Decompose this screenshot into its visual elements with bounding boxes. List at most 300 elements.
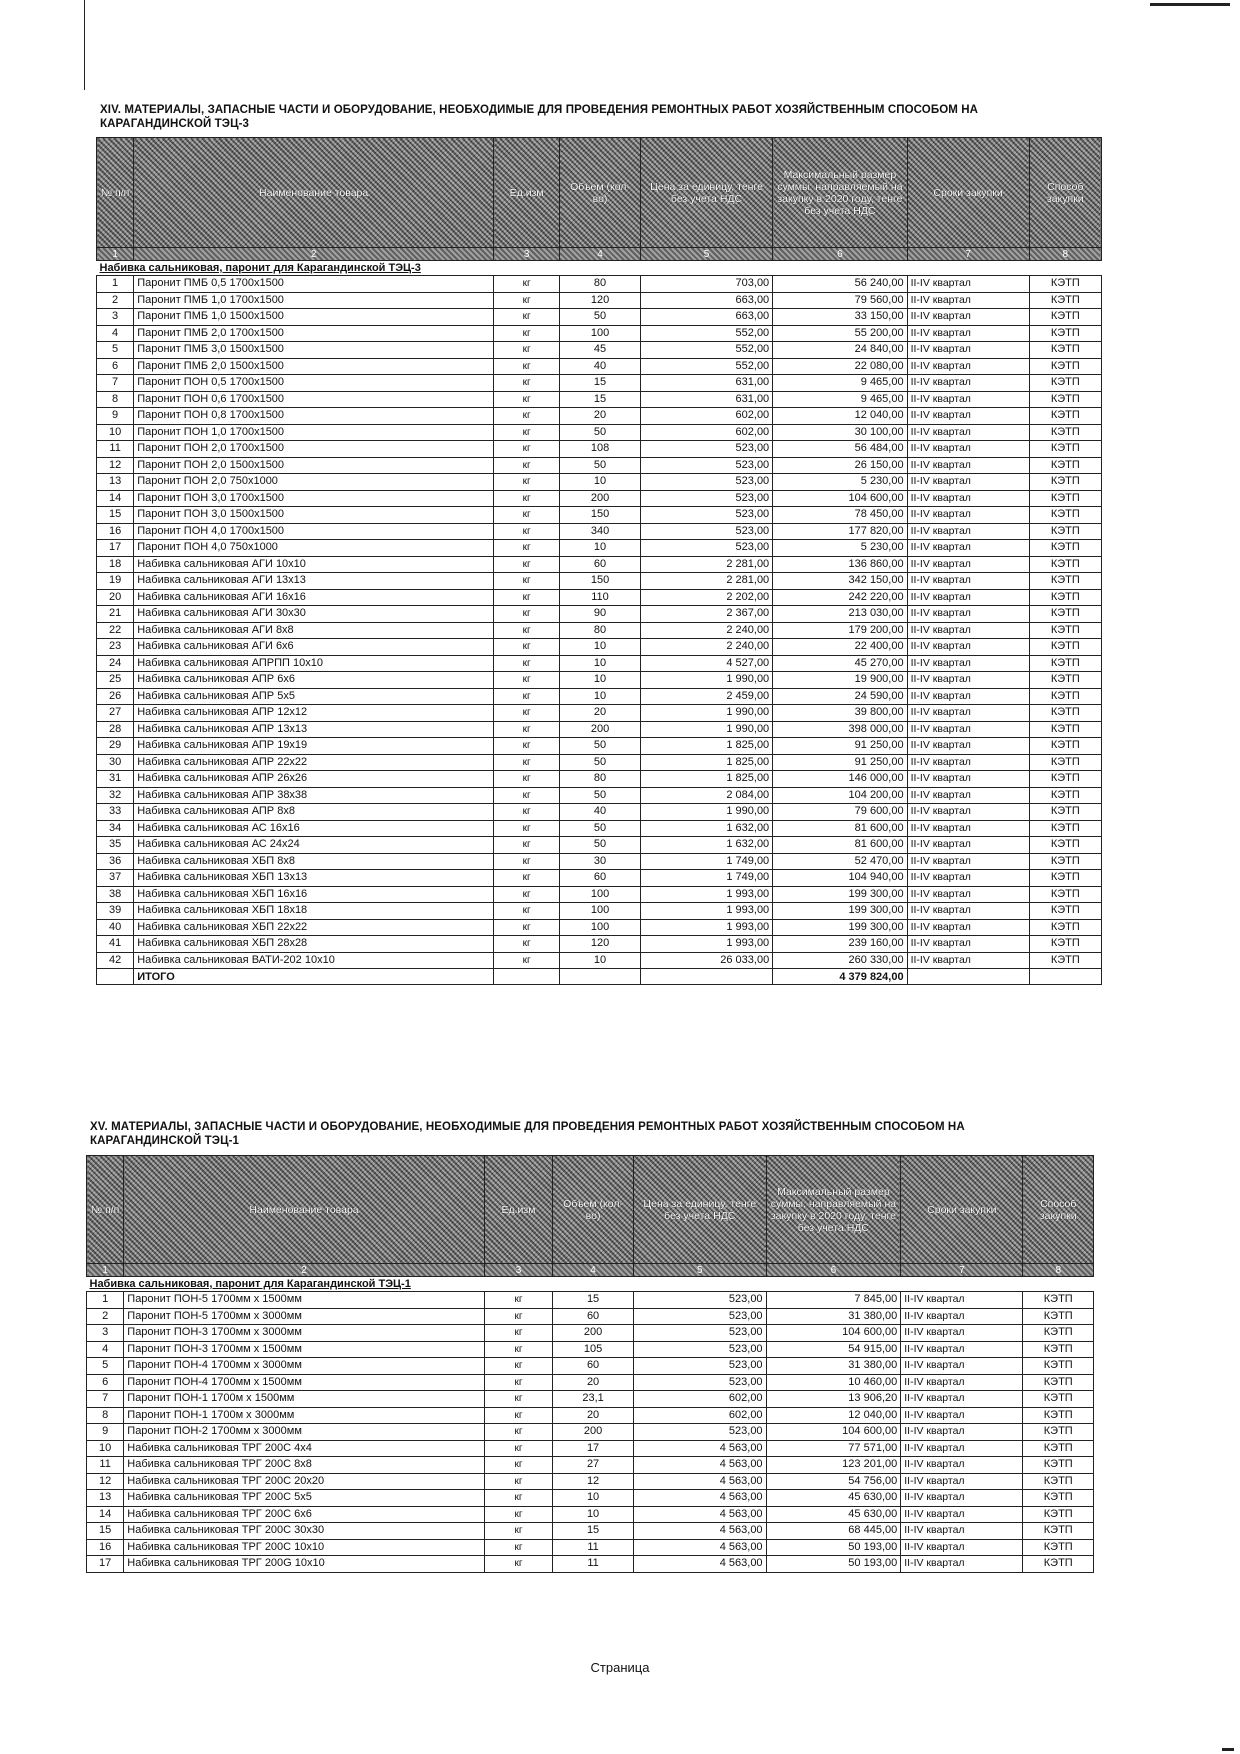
quantity-cell: 100 [560,919,641,936]
row-number-cell: 1 [87,1292,124,1309]
quantity-cell: 80 [560,771,641,788]
procurement-term-cell: II-IV квартал [907,375,1029,392]
procurement-term-cell: II-IV квартал [907,573,1029,590]
quantity-cell: 80 [560,622,641,639]
max-sum-cell: 19 900,00 [773,672,907,689]
total-empty [494,969,560,985]
item-name-cell: Набивка сальниковая АС 16х16 [134,820,494,837]
unit-price-cell: 552,00 [640,325,772,342]
unit-cell: кг [484,1473,552,1490]
total-empty [1029,969,1101,985]
table-row [97,556,1102,573]
table-row [97,507,1102,524]
row-number-cell: 25 [97,672,134,689]
unit-cell: кг [494,573,560,590]
procurement-term-cell: II-IV квартал [907,771,1029,788]
unit-price-cell: 2 459,00 [640,688,772,705]
procurement-term-cell: II-IV квартал [907,655,1029,672]
row-number-cell: 42 [97,952,134,969]
unit-cell: кг [484,1325,552,1342]
max-sum-cell: 24 840,00 [773,342,907,359]
row-number-cell: 33 [97,804,134,821]
row-number-cell: 8 [87,1407,124,1424]
column-number: 1 [97,248,134,261]
table-row [97,721,1102,738]
row-number-cell: 10 [97,424,134,441]
max-sum-cell: 45 630,00 [766,1490,901,1507]
procurement-method-cell: КЭТП [1029,507,1101,524]
table-row [87,1391,1094,1408]
unit-price-cell: 523,00 [633,1308,766,1325]
procurement-term-cell: II-IV квартал [907,606,1029,623]
quantity-cell: 50 [560,457,641,474]
procurement-term-cell: II-IV квартал [907,408,1029,425]
max-sum-cell: 30 100,00 [773,424,907,441]
row-number-cell: 34 [97,820,134,837]
max-sum-cell: 239 160,00 [773,936,907,953]
row-number-cell: 17 [97,540,134,557]
quantity-cell: 60 [560,556,641,573]
max-sum-cell: 9 465,00 [773,391,907,408]
procurement-method-cell: КЭТП [1029,837,1101,854]
table-row [97,606,1102,623]
procurement-term-cell: II-IV квартал [907,556,1029,573]
unit-price-cell: 2 240,00 [640,622,772,639]
procurement-term-cell: II-IV квартал [907,292,1029,309]
header-cell: № п/п [87,1156,124,1264]
item-name-cell: Паронит ПОН 4,0 1700х1500 [134,523,494,540]
procurement-term-cell: II-IV квартал [907,919,1029,936]
max-sum-cell: 91 250,00 [773,738,907,755]
max-sum-cell: 199 300,00 [773,886,907,903]
procurement-term-cell: II-IV квартал [907,342,1029,359]
quantity-cell: 100 [560,325,641,342]
row-number-cell: 2 [87,1308,124,1325]
max-sum-cell: 213 030,00 [773,606,907,623]
item-name-cell: Паронит ПОН 2,0 1700х1500 [134,441,494,458]
procurement-method-cell: КЭТП [1029,589,1101,606]
quantity-cell: 60 [553,1358,634,1375]
unit-price-cell: 1 993,00 [640,886,772,903]
item-name-cell: Набивка сальниковая ТРГ 200С 20х20 [124,1473,485,1490]
procurement-method-cell: КЭТП [1023,1358,1094,1375]
column-number: 5 [640,248,772,261]
row-number-cell: 37 [97,870,134,887]
unit-price-cell: 2 202,00 [640,589,772,606]
row-number-cell: 39 [97,903,134,920]
item-name-cell: Паронит ПОН-5 1700мм х 1500мм [124,1292,485,1309]
unit-price-cell: 552,00 [640,358,772,375]
item-name-cell: Набивка сальниковая АПР 19х19 [134,738,494,755]
procurement-method-cell: КЭТП [1023,1407,1094,1424]
procurement-term-cell: II-IV квартал [907,490,1029,507]
unit-cell: кг [494,820,560,837]
row-number-cell: 14 [87,1506,124,1523]
max-sum-cell: 55 200,00 [773,325,907,342]
item-name-cell: Набивка сальниковая ХБП 8х8 [134,853,494,870]
column-number: 2 [124,1264,485,1277]
procurement-term-cell: II-IV квартал [907,276,1029,293]
unit-price-cell: 2 240,00 [640,639,772,656]
item-name-cell: Набивка сальниковая ВАТИ-202 10х10 [134,952,494,969]
row-number-cell: 4 [97,325,134,342]
table-row [97,738,1102,755]
unit-cell: кг [494,655,560,672]
quantity-cell: 11 [553,1556,634,1573]
row-number-cell: 5 [87,1358,124,1375]
max-sum-cell: 12 040,00 [766,1407,901,1424]
quantity-cell: 90 [560,606,641,623]
procurement-method-cell: КЭТП [1029,952,1101,969]
unit-cell: кг [494,919,560,936]
max-sum-cell: 104 600,00 [766,1325,901,1342]
unit-price-cell: 1 993,00 [640,903,772,920]
procurement-method-cell: КЭТП [1023,1374,1094,1391]
procurement-term-cell: II-IV квартал [907,754,1029,771]
unit-price-cell: 1 993,00 [640,936,772,953]
procurement-method-cell: КЭТП [1029,738,1101,755]
procurement-method-cell: КЭТП [1029,342,1101,359]
unit-cell: кг [494,441,560,458]
table-row [97,589,1102,606]
procurement-method-cell: КЭТП [1023,1325,1094,1342]
unit-cell: кг [494,358,560,375]
max-sum-cell: 45 270,00 [773,655,907,672]
unit-cell: кг [494,556,560,573]
item-name-cell: Паронит ПМБ 2,0 1500х1500 [134,358,494,375]
unit-cell: кг [484,1490,552,1507]
item-name-cell: Набивка сальниковая АПР 22х22 [134,754,494,771]
unit-cell: кг [494,391,560,408]
procurement-method-cell: КЭТП [1029,622,1101,639]
unit-price-cell: 552,00 [640,342,772,359]
row-number-cell: 1 [97,276,134,293]
procurement-term-cell: II-IV квартал [907,358,1029,375]
max-sum-cell: 260 330,00 [773,952,907,969]
unit-price-cell: 523,00 [640,474,772,491]
item-name-cell: Паронит ПОН-3 1700мм х 1500мм [124,1341,485,1358]
column-number: 6 [773,248,907,261]
procurement-term-cell: II-IV квартал [907,507,1029,524]
row-number-cell: 17 [87,1556,124,1573]
item-name-cell: Набивка сальниковая АПР 5х5 [134,688,494,705]
quantity-cell: 10 [560,540,641,557]
procurement-term-cell: II-IV квартал [907,325,1029,342]
unit-price-cell: 523,00 [640,457,772,474]
max-sum-cell: 177 820,00 [773,523,907,540]
unit-price-cell: 663,00 [640,292,772,309]
table-row [97,705,1102,722]
procurement-term-cell: II-IV квартал [907,309,1029,326]
table-row [97,276,1102,293]
header-cell: Наименование товара [124,1156,485,1264]
column-number: 7 [901,1264,1023,1277]
procurement-term-cell: II-IV квартал [907,589,1029,606]
unit-price-cell: 1 990,00 [640,721,772,738]
unit-cell: кг [494,952,560,969]
column-number: 8 [1023,1264,1094,1277]
max-sum-cell: 104 600,00 [766,1424,901,1441]
table-row [97,870,1102,887]
row-number-cell: 13 [87,1490,124,1507]
max-sum-cell: 146 000,00 [773,771,907,788]
item-name-cell: Паронит ПМБ 1,0 1700х1500 [134,292,494,309]
column-number: 5 [633,1264,766,1277]
max-sum-cell: 33 150,00 [773,309,907,326]
table-row [97,655,1102,672]
procurement-term-cell: II-IV квартал [907,688,1029,705]
scan-artifact-top-right [1150,3,1230,6]
unit-cell: кг [494,870,560,887]
quantity-cell: 50 [560,754,641,771]
unit-price-cell: 523,00 [633,1358,766,1375]
table-row [97,490,1102,507]
procurement-term-cell: II-IV квартал [907,837,1029,854]
procurement-method-cell: КЭТП [1023,1556,1094,1573]
procurement-method-cell: КЭТП [1029,919,1101,936]
max-sum-cell: 22 400,00 [773,639,907,656]
procurement-method-cell: КЭТП [1023,1457,1094,1474]
procurement-term-cell: II-IV квартал [901,1523,1023,1540]
unit-price-cell: 4 563,00 [633,1490,766,1507]
unit-cell: кг [494,771,560,788]
row-number-cell: 26 [97,688,134,705]
total-row [97,969,1102,985]
item-name-cell: Набивка сальниковая АГИ 30х30 [134,606,494,623]
max-sum-cell: 342 150,00 [773,573,907,590]
max-sum-cell: 199 300,00 [773,919,907,936]
max-sum-cell: 45 630,00 [766,1506,901,1523]
quantity-cell: 15 [553,1292,634,1309]
unit-cell: кг [494,886,560,903]
procurement-term-cell: II-IV квартал [907,457,1029,474]
unit-cell: кг [484,1556,552,1573]
unit-price-cell: 523,00 [640,523,772,540]
procurement-method-cell: КЭТП [1029,523,1101,540]
table-row [97,441,1102,458]
table-row [97,820,1102,837]
procurement-method-cell: КЭТП [1023,1308,1094,1325]
item-name-cell: Набивка сальниковая ТРГ 200G 10х10 [124,1556,485,1573]
unit-price-cell: 1 990,00 [640,804,772,821]
header-cell: Сроки закупки [907,138,1029,248]
item-name-cell: Набивка сальниковая ТРГ 200С 10х10 [124,1539,485,1556]
quantity-cell: 10 [560,639,641,656]
unit-price-cell: 1 825,00 [640,754,772,771]
table-row [97,424,1102,441]
unit-cell: кг [494,540,560,557]
item-name-cell: Набивка сальниковая АПР 38х38 [134,787,494,804]
procurement-term-cell: II-IV квартал [907,787,1029,804]
unit-cell: кг [484,1457,552,1474]
table-row [87,1539,1094,1556]
procurement-term-cell: II-IV квартал [901,1325,1023,1342]
unit-price-cell: 602,00 [633,1391,766,1408]
group-heading-row [87,1277,1094,1292]
procurement-method-cell: КЭТП [1023,1473,1094,1490]
procurement-method-cell: КЭТП [1029,672,1101,689]
row-number-cell: 16 [97,523,134,540]
unit-price-cell: 523,00 [633,1325,766,1342]
row-number-cell: 36 [97,853,134,870]
max-sum-cell: 81 600,00 [773,837,907,854]
procurement-method-cell: КЭТП [1029,771,1101,788]
column-number-row [97,248,1102,261]
materials-table [96,137,1102,985]
unit-price-cell: 631,00 [640,375,772,392]
column-number: 4 [560,248,641,261]
row-number-cell: 24 [97,655,134,672]
max-sum-cell: 24 590,00 [773,688,907,705]
column-number: 3 [484,1264,552,1277]
item-name-cell: Паронит ПОН 2,0 1500х1500 [134,457,494,474]
item-name-cell: Паронит ПОН 1,0 1700х1500 [134,424,494,441]
unit-price-cell: 523,00 [640,490,772,507]
item-name-cell: Паронит ПОН 0,6 1700х1500 [134,391,494,408]
unit-price-cell: 4 563,00 [633,1473,766,1490]
row-number-cell: 2 [97,292,134,309]
row-number-cell: 29 [97,738,134,755]
max-sum-cell: 54 756,00 [766,1473,901,1490]
procurement-method-cell: КЭТП [1023,1391,1094,1408]
table-row [97,622,1102,639]
table-row [97,672,1102,689]
item-name-cell: Паронит ПОН 4,0 750х1000 [134,540,494,557]
unit-cell: кг [494,474,560,491]
row-number-cell: 20 [97,589,134,606]
total-empty [560,969,641,985]
quantity-cell: 20 [553,1374,634,1391]
procurement-term-cell: II-IV квартал [901,1440,1023,1457]
unit-cell: кг [484,1391,552,1408]
unit-cell: кг [494,342,560,359]
item-name-cell: Набивка сальниковая АГИ 16х16 [134,589,494,606]
total-empty [640,969,772,985]
table-row [87,1490,1094,1507]
row-number-cell: 38 [97,886,134,903]
procurement-method-cell: КЭТП [1029,540,1101,557]
item-name-cell: Набивка сальниковая ХБП 16х16 [134,886,494,903]
quantity-cell: 100 [560,903,641,920]
procurement-term-cell: II-IV квартал [901,1407,1023,1424]
procurement-term-cell: II-IV квартал [901,1374,1023,1391]
max-sum-cell: 9 465,00 [773,375,907,392]
unit-cell: кг [494,705,560,722]
quantity-cell: 40 [560,804,641,821]
procurement-term-cell: II-IV квартал [907,672,1029,689]
procurement-term-cell: II-IV квартал [901,1358,1023,1375]
procurement-method-cell: КЭТП [1029,903,1101,920]
procurement-term-cell: II-IV квартал [907,441,1029,458]
max-sum-cell: 52 470,00 [773,853,907,870]
quantity-cell: 10 [560,672,641,689]
row-number-cell: 19 [97,573,134,590]
unit-price-cell: 1 632,00 [640,820,772,837]
table-row [97,408,1102,425]
header-row [87,1156,1094,1264]
column-number: 1 [87,1264,124,1277]
row-number-cell: 32 [97,787,134,804]
procurement-method-cell: КЭТП [1029,688,1101,705]
table-row [97,886,1102,903]
table-row [97,474,1102,491]
quantity-cell: 120 [560,292,641,309]
procurement-term-cell: II-IV квартал [901,1292,1023,1309]
quantity-cell: 17 [553,1440,634,1457]
column-number: 2 [134,248,494,261]
item-name-cell: Паронит ПОН-2 1700мм х 3000мм [124,1424,485,1441]
table-row [97,837,1102,854]
unit-price-cell: 523,00 [633,1374,766,1391]
table-row [87,1374,1094,1391]
unit-price-cell: 2 084,00 [640,787,772,804]
header-cell: Цена за единицу, тенге без учета НДС [633,1156,766,1264]
table-row [97,787,1102,804]
column-number: 7 [907,248,1029,261]
procurement-term-cell: II-IV квартал [901,1473,1023,1490]
quantity-cell: 60 [553,1308,634,1325]
table-row [87,1473,1094,1490]
table-row [97,358,1102,375]
procurement-method-cell: КЭТП [1029,490,1101,507]
table-row [97,573,1102,590]
quantity-cell: 50 [560,837,641,854]
unit-price-cell: 4 563,00 [633,1506,766,1523]
table-row [97,903,1102,920]
max-sum-cell: 22 080,00 [773,358,907,375]
quantity-cell: 120 [560,936,641,953]
table-row [97,309,1102,326]
max-sum-cell: 78 450,00 [773,507,907,524]
procurement-term-cell: II-IV квартал [907,721,1029,738]
max-sum-cell: 7 845,00 [766,1292,901,1309]
item-name-cell: Набивка сальниковая ХБП 13х13 [134,870,494,887]
row-number-cell: 16 [87,1539,124,1556]
column-number: 3 [494,248,560,261]
procurement-term-cell: II-IV квартал [907,952,1029,969]
table-row [87,1523,1094,1540]
quantity-cell: 10 [560,474,641,491]
group-heading: Набивка сальниковая, паронит для Карагандинской ТЭЦ-3 [97,261,1102,276]
quantity-cell: 40 [560,358,641,375]
section-title: XV. МАТЕРИАЛЫ, ЗАПАСНЫЕ ЧАСТИ И ОБОРУДОВАНИЕ, НЕОБХОДИМЫЕ ДЛЯ ПРОВЕДЕНИЯ РЕМОНТНЫХ РАБОТ ХОЗЯЙСТВЕННЫМ СПОСОБОМ НА КАРАГАНДИНСКОЙ ТЭЦ-1 [90,1121,965,1147]
max-sum-cell: 39 800,00 [773,705,907,722]
max-sum-cell: 50 193,00 [766,1556,901,1573]
unit-price-cell: 1 632,00 [640,837,772,854]
quantity-cell: 10 [560,655,641,672]
table-row [87,1292,1094,1309]
row-number-cell: 6 [97,358,134,375]
procurement-term-cell: II-IV квартал [907,820,1029,837]
procurement-method-cell: КЭТП [1029,820,1101,837]
procurement-method-cell: КЭТП [1029,408,1101,425]
item-name-cell: Паронит ПОН-3 1700мм х 3000мм [124,1325,485,1342]
max-sum-cell: 104 940,00 [773,870,907,887]
procurement-method-cell: КЭТП [1029,441,1101,458]
max-sum-cell: 31 380,00 [766,1358,901,1375]
unit-cell: кг [494,309,560,326]
quantity-cell: 20 [560,408,641,425]
row-number-cell: 31 [97,771,134,788]
max-sum-cell: 398 000,00 [773,721,907,738]
page-footer: Страница [590,1660,650,1675]
max-sum-cell: 91 250,00 [773,754,907,771]
procurement-method-cell: КЭТП [1023,1490,1094,1507]
table-row [97,457,1102,474]
row-number-cell: 15 [87,1523,124,1540]
quantity-cell: 27 [553,1457,634,1474]
item-name-cell: Паронит ПМБ 2,0 1700х1500 [134,325,494,342]
